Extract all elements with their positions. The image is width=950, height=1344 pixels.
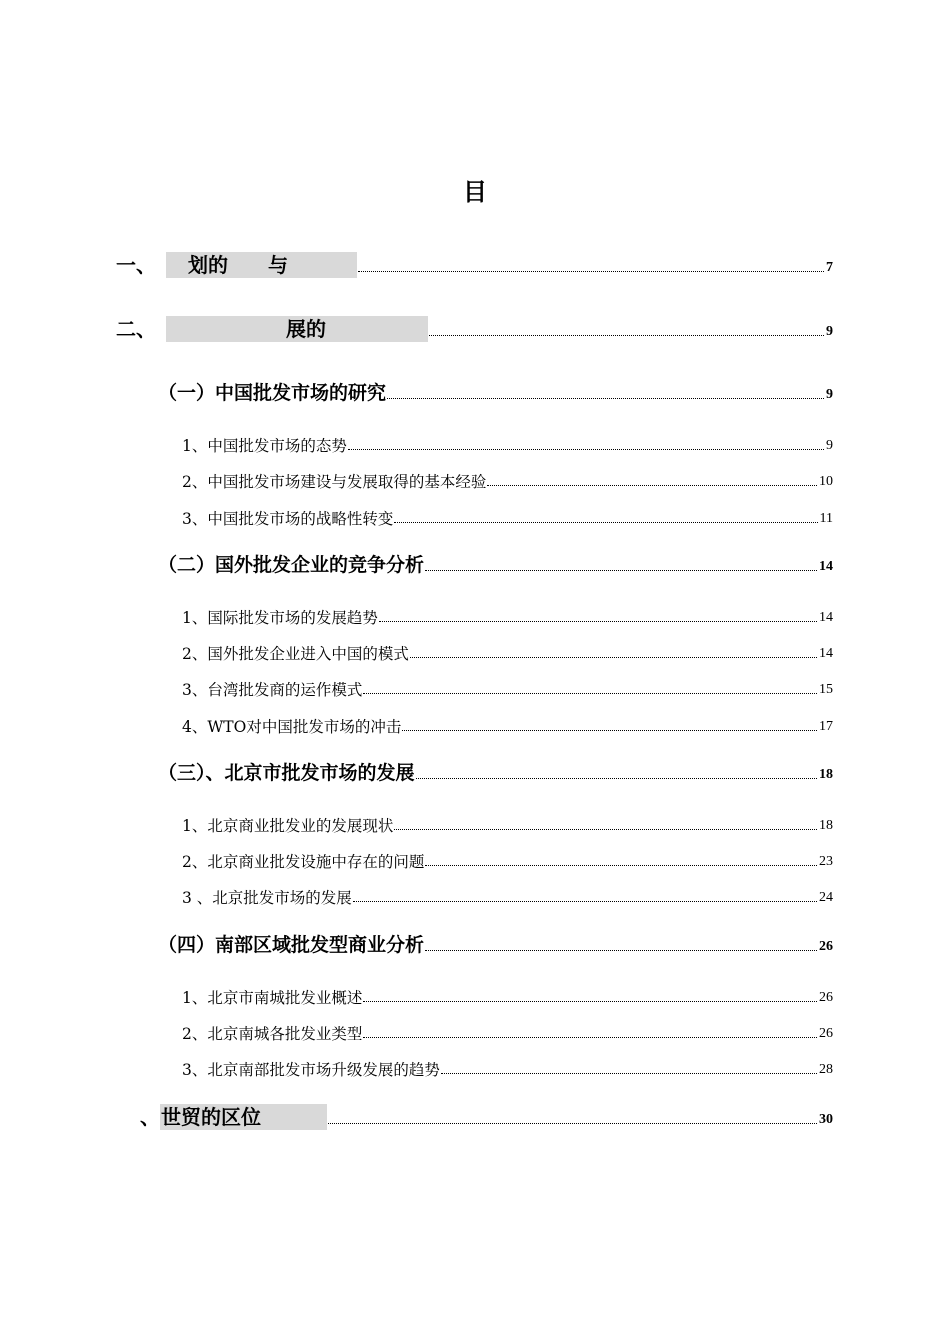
dot-leader <box>363 1037 817 1038</box>
toc-entry[interactable] <box>158 755 833 785</box>
toc-entry-label: 1、北京商业批发业的发展现状 <box>182 817 394 835</box>
toc-title: 目 <box>463 178 487 206</box>
dot-leader <box>425 570 817 571</box>
toc-entry-label: 3、中国批发市场的战略性转变 <box>182 510 394 528</box>
toc-entry-page: 14 <box>819 646 833 661</box>
toc-entry-page: 18 <box>819 767 833 782</box>
toc-entry-page: 15 <box>819 682 833 697</box>
toc-entry[interactable] <box>182 978 833 1008</box>
dot-leader <box>425 865 817 866</box>
dot-leader <box>394 829 817 830</box>
toc-entry-page: 26 <box>819 990 833 1005</box>
toc-entry-label: 展的 <box>166 316 428 342</box>
toc-entry-label: 1、中国批发市场的态势 <box>182 437 347 455</box>
toc-entry[interactable] <box>182 499 833 529</box>
dot-leader <box>425 950 817 951</box>
toc-entry-number: 一、 <box>116 253 156 277</box>
dot-leader <box>410 657 817 658</box>
dot-leader <box>416 778 817 779</box>
toc-entry-page: 7 <box>826 260 833 275</box>
toc-entry[interactable] <box>182 598 833 628</box>
toc-entry-page: 9 <box>826 324 833 339</box>
toc-entry-label: 划的 与 <box>166 252 357 278</box>
dot-leader <box>487 485 817 486</box>
toc-entry[interactable] <box>182 878 833 908</box>
toc-entry-label: 2、北京商业批发设施中存在的问题 <box>182 853 425 871</box>
toc-entry-page: 17 <box>819 719 833 734</box>
dot-leader <box>394 522 817 523</box>
toc-entry-label: （一）中国批发市场的研究 <box>158 382 387 404</box>
toc-entry[interactable] <box>182 462 833 492</box>
toc-entry-page: 14 <box>819 559 833 574</box>
dot-leader <box>348 449 824 450</box>
toc-entry[interactable] <box>158 547 833 577</box>
toc-entry[interactable] <box>158 375 833 405</box>
toc-entry-label: 3、北京南部批发市场升级发展的趋势 <box>182 1061 440 1079</box>
dot-leader <box>441 1073 817 1074</box>
toc-entry-label: 世贸的区位 <box>160 1104 327 1130</box>
toc-entry-number: 二、 <box>116 317 156 341</box>
toc-entry[interactable] <box>182 806 833 836</box>
dot-leader <box>402 730 817 731</box>
toc-entry[interactable] <box>116 312 833 342</box>
toc-entry[interactable] <box>116 248 833 278</box>
toc-entry-page: 26 <box>819 1026 833 1041</box>
toc-entry-label: （四）南部区域批发型商业分析 <box>158 934 425 956</box>
dot-leader <box>387 398 824 399</box>
dot-leader <box>328 1123 817 1124</box>
toc-entry-page: 30 <box>819 1112 833 1127</box>
toc-entry-page: 18 <box>819 818 833 833</box>
toc-entry-label: 1、国际批发市场的发展趋势 <box>182 609 378 627</box>
dot-leader <box>429 335 824 336</box>
dot-leader <box>353 901 817 902</box>
dot-leader <box>363 1001 817 1002</box>
toc-entry-label: 2、北京南城各批发业类型 <box>182 1025 363 1043</box>
toc-entry-page: 24 <box>819 890 833 905</box>
toc-entry-label: 4、WTO对中国批发市场的冲击 <box>182 718 402 736</box>
toc-entry[interactable] <box>140 1100 833 1130</box>
toc-entry[interactable] <box>182 426 833 456</box>
toc-entry[interactable] <box>182 670 833 700</box>
toc-entry[interactable] <box>182 1050 833 1080</box>
toc-entry-page: 10 <box>819 474 833 489</box>
toc-entry-page: 28 <box>819 1062 833 1077</box>
toc-entry-page: 23 <box>819 854 833 869</box>
toc-entry[interactable] <box>158 927 833 957</box>
toc-entry-label: （二）国外批发企业的竞争分析 <box>158 554 425 576</box>
toc-entry[interactable] <box>182 634 833 664</box>
toc-entry-page: 9 <box>826 387 833 402</box>
toc-entry-page: 14 <box>819 610 833 625</box>
dot-leader <box>363 693 817 694</box>
dot-leader <box>379 621 817 622</box>
toc-entry-label: 3 、北京批发市场的发展 <box>182 889 352 907</box>
toc-entry[interactable] <box>182 842 833 872</box>
dot-leader <box>358 271 824 272</box>
toc-entry-label: （三）、北京市批发市场的发展 <box>158 762 415 784</box>
toc-entry[interactable] <box>182 1014 833 1044</box>
toc-entry-page: 11 <box>819 511 833 526</box>
toc-entry-page: 26 <box>819 939 833 954</box>
toc-entry-label: 1、北京市南城批发业概述 <box>182 989 363 1007</box>
toc-entry-label: 2、国外批发企业进入中国的模式 <box>182 645 409 663</box>
toc-entry-number: 、 <box>140 1105 160 1129</box>
toc-entry-page: 9 <box>826 438 833 453</box>
toc-entry-label: 2、中国批发市场建设与发展取得的基本经验 <box>182 473 487 491</box>
toc-entry-label: 3、台湾批发商的运作模式 <box>182 681 363 699</box>
toc-entry[interactable] <box>182 707 833 737</box>
